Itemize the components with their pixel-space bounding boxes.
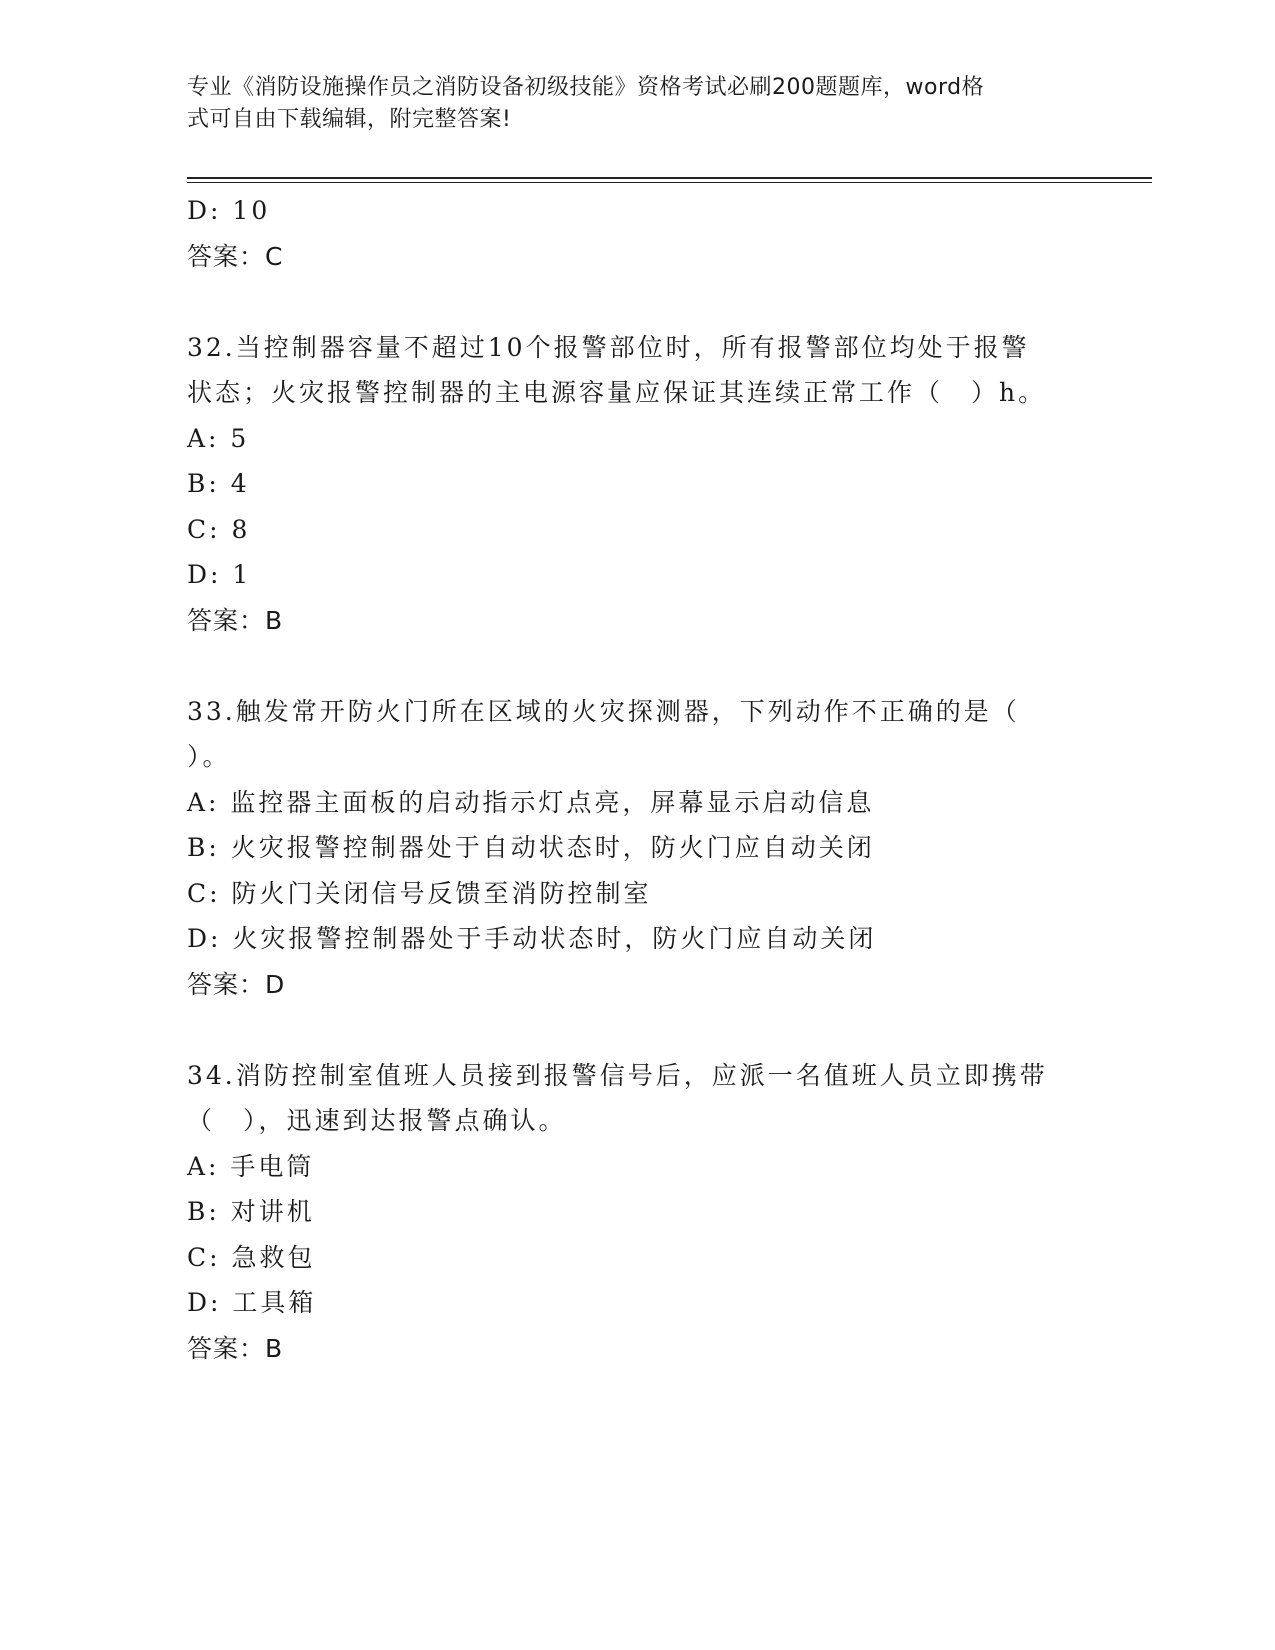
option-d: D: 工具箱 <box>187 1288 317 1317</box>
question-stem-line: 32.当控制器容量不超过10个报警部位时，所有报警部位均处于报警 <box>187 332 1030 362</box>
question-33 <box>187 689 1087 1008</box>
header-line-2: 式可自由下载编辑，附完整答案! <box>187 107 512 132</box>
document-header <box>187 72 1067 136</box>
question-list <box>187 188 1087 1371</box>
answer-line: 答案：B <box>187 1333 284 1363</box>
header-rule-thick <box>187 177 1152 179</box>
option-c: C: 急救包 <box>187 1242 316 1272</box>
option-d: D: 1 <box>187 560 252 589</box>
option-d: D: 火灾报警控制器处于手动状态时，防火门应自动关闭 <box>187 924 877 953</box>
option-b: B: 对讲机 <box>187 1197 315 1226</box>
question-stem-line: 34.消防控制室值班人员接到报警信号后，应派一名值班人员立即携带 <box>187 1060 1048 1090</box>
question-34 <box>187 1053 1087 1372</box>
option-c: C: 8 <box>187 514 251 544</box>
question-stem-line: 状态；火灾报警控制器的主电源容量应保证其连续正常工作（ ）h。 <box>187 378 1047 407</box>
answer-line: 答案：D <box>187 969 286 999</box>
header-rule-thin <box>187 182 1152 183</box>
option-d: D: 10 <box>187 196 271 225</box>
question-stem-line: ）。 <box>187 742 231 771</box>
question-stem-line: （ ），迅速到达报警点确认。 <box>187 1106 567 1135</box>
answer-line: 答案：B <box>187 605 284 635</box>
header-line-1: 专业《消防设施操作员之消防设备初级技能》资格考试必刷200题题库，word格 <box>187 75 985 100</box>
option-b: B: 4 <box>187 469 250 498</box>
answer-line: 答案：C <box>187 241 284 271</box>
option-a: A: 手电筒 <box>187 1151 315 1181</box>
option-a: A: 监控器主面板的启动指示灯点亮，屏幕显示启动信息 <box>187 787 875 817</box>
previous-question-tail <box>187 188 1087 279</box>
option-c: C: 防火门关闭信号反馈至消防控制室 <box>187 878 652 908</box>
question-32 <box>187 325 1087 644</box>
question-stem-line: 33.触发常开防火门所在区域的火灾探测器，下列动作不正确的是（ <box>187 696 1020 726</box>
option-b: B: 火灾报警控制器处于自动状态时，防火门应自动关闭 <box>187 833 875 862</box>
option-a: A: 5 <box>187 423 250 453</box>
